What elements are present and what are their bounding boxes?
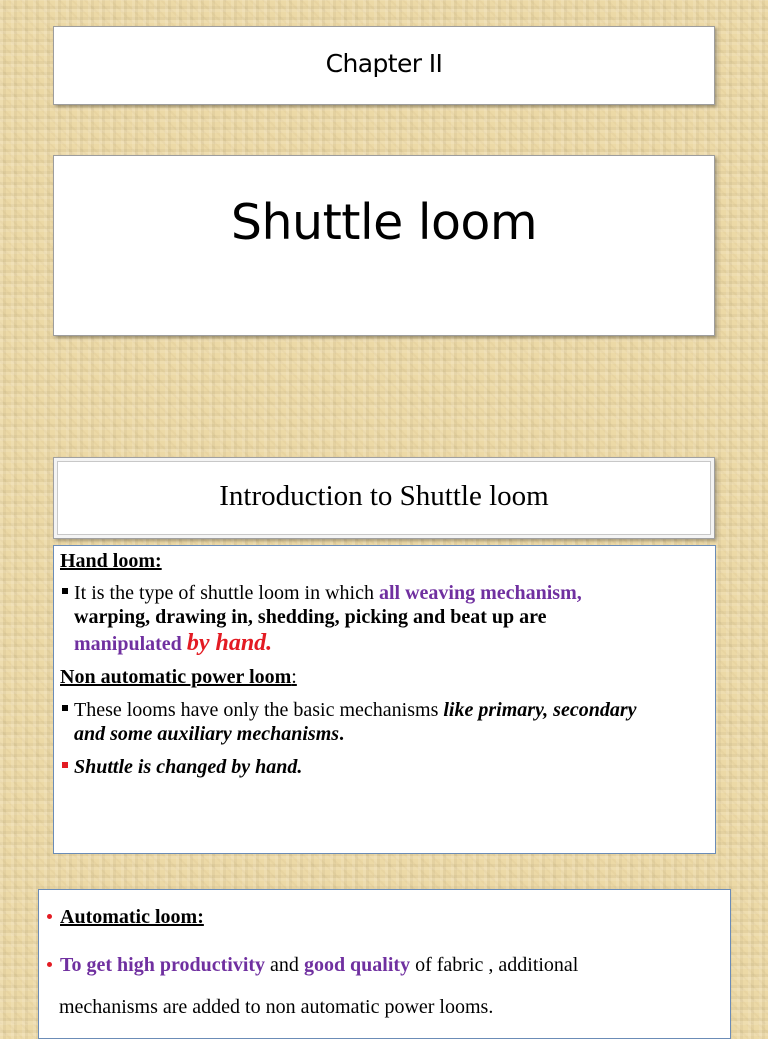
square-bullet-icon xyxy=(62,762,68,768)
slide-title: Shuttle loom xyxy=(230,194,538,251)
intro-heading-box xyxy=(53,457,715,539)
automatic-loom-line-2: mechanisms are added to non automatic power looms. xyxy=(59,996,494,1018)
round-bullet-icon xyxy=(47,914,52,919)
automatic-loom-box xyxy=(38,889,731,1039)
non-auto-heading: Non automatic power loom: xyxy=(60,666,297,688)
round-bullet-icon xyxy=(47,962,52,967)
automatic-loom-line-1: To get high productivity and good quality of fabric , additional xyxy=(47,954,578,977)
hand-loom-line-3: manipulated by hand. xyxy=(74,630,273,656)
title-slide xyxy=(53,155,715,336)
non-auto-line-2: and some auxiliary mechanisms. xyxy=(74,723,345,745)
square-bullet-icon xyxy=(62,588,68,594)
chapter-slide xyxy=(53,26,715,105)
hand-loom-line-2: warping, drawing in, shedding, picking and beat up are xyxy=(74,606,547,628)
intro-title: Introduction to Shuttle loom xyxy=(219,480,549,512)
chapter-title: Chapter II xyxy=(325,49,443,78)
non-auto-note: Shuttle is changed by hand. xyxy=(62,756,302,779)
hand-loom-line-1: It is the type of shuttle loom in which all weaving mechanism, xyxy=(62,582,582,605)
square-bullet-icon xyxy=(62,705,68,711)
automatic-loom-heading: Automatic loom: xyxy=(47,906,204,929)
hand-loom-heading: Hand loom: xyxy=(60,550,162,572)
non-auto-line-1: These looms have only the basic mechanisms like primary, secondary xyxy=(62,699,636,722)
intro-content-box xyxy=(53,545,716,854)
